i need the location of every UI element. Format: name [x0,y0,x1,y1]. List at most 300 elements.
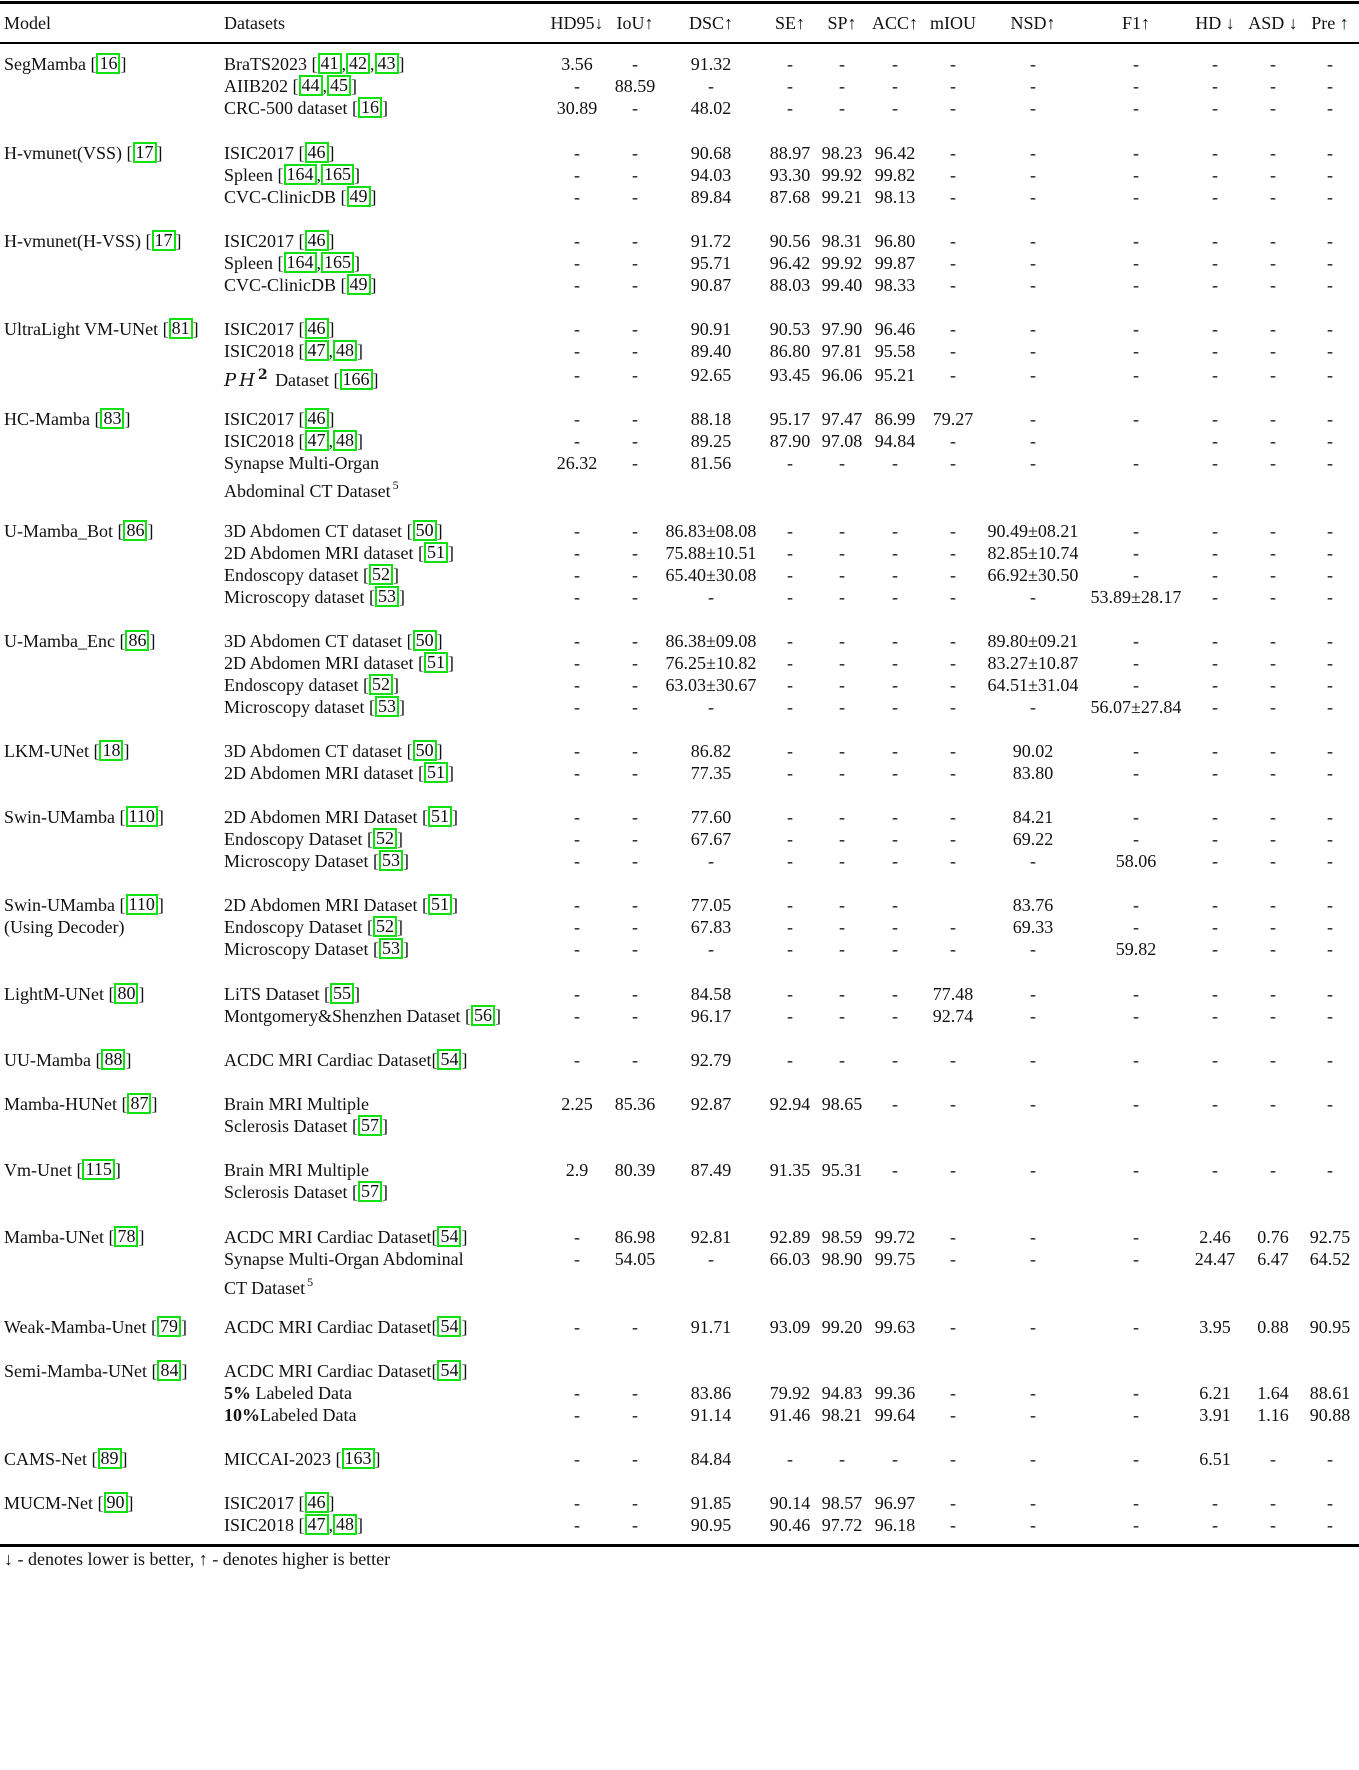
metric-value: 92.94 [769,1094,811,1114]
metric-value: - [1133,275,1139,295]
metric-value: - [950,543,956,563]
metric-value: - [1212,675,1218,695]
dataset-name: 5% Labeled Data [224,1383,352,1403]
dataset-name: Endoscopy dataset [ 52 ] [224,564,399,585]
citation-link[interactable]: 115 [82,1159,114,1180]
citation-link[interactable]: 80 [114,983,138,1004]
metric-value: - [1327,165,1333,185]
metric-value: - [892,1050,898,1070]
citation-link[interactable]: 16 [96,53,120,74]
metric-value: 92.89 [769,1227,811,1247]
metric-value: - [839,829,845,849]
metric-value: 99.92 [821,253,863,273]
column-header: SP↑ [827,13,857,33]
metric-value: - [632,653,638,673]
metric-value: 93.45 [769,365,811,385]
model-name: MUCM-Net [ 90 ] [4,1492,134,1513]
dataset-name: Microscopy Dataset [ 53 ] [224,938,409,959]
table-row [0,96,1359,120]
metric-value: - [892,851,898,871]
metric-value: 86.83±08.08 [665,521,757,541]
citation-link[interactable]: 47 [305,1514,329,1535]
metric-value: - [892,895,898,915]
metric-value: - [1270,763,1276,783]
metric-value: - [1327,253,1333,273]
citation-link[interactable]: 46 [305,1492,329,1513]
dataset-name: Endoscopy Dataset [ 52 ] [224,828,403,849]
metric-value: 99.40 [821,275,863,295]
metric-value: - [1030,231,1036,251]
table-row [0,185,1359,209]
table-row [0,74,1359,98]
column-header: Pre ↑ [1311,13,1349,33]
metric-value: - [632,1405,638,1425]
metric-value: - [1327,587,1333,607]
metric-value: - [574,187,580,207]
metric-value: - [632,54,638,74]
metric-value: - [839,1449,845,1469]
metric-value: - [1327,76,1333,96]
metric-value: - [1212,741,1218,761]
metric-value: 98.59 [821,1227,863,1247]
citation-link[interactable]: 163 [342,1448,375,1469]
metric-value: - [892,939,898,959]
table-row [0,141,1359,165]
metric-value: - [1133,565,1139,585]
citation-link[interactable]: 54 [437,1226,461,1247]
dataset-name: ACDC MRI Cardiac Dataset[ 54 ] [224,1049,468,1070]
metric-value: - [574,807,580,827]
citation-link[interactable]: 48 [333,1514,357,1535]
metric-value: - [787,653,793,673]
citation-link[interactable]: 56 [471,1005,495,1026]
citation-link[interactable]: 165 [321,164,354,185]
metric-value: - [632,187,638,207]
citation-link[interactable]: 46 [305,318,329,339]
metric-value: 92.79 [690,1050,732,1070]
metric-value: - [574,851,580,871]
metric-value: - [1270,409,1276,429]
column-header: Model [4,13,51,33]
metric-value: - [950,1227,956,1247]
citation-link[interactable]: 51 [424,652,448,673]
metric-value: 96.97 [874,1493,916,1513]
metric-value: - [892,675,898,695]
metric-value: - [632,319,638,339]
metric-value: 79.27 [932,409,974,429]
table-row [0,563,1359,587]
metric-value: - [574,1249,580,1269]
model-name: U-Mamba_Bot [ 86 ] [4,520,154,541]
citation-link[interactable]: 17 [133,142,157,163]
citation-link[interactable]: 52 [369,564,393,585]
citation-link[interactable]: 54 [437,1049,461,1070]
metric-value: - [574,1050,580,1070]
metric-value: - [787,587,793,607]
metric-value: - [1212,187,1218,207]
metric-value: 75.88±10.51 [665,543,757,563]
metric-value: - [1030,939,1036,959]
metric-value: 90.88 [1309,1405,1351,1425]
dataset-name: 2D Abdomen MRI dataset [ 51 ] [224,542,454,563]
citation-link[interactable]: 41 [318,53,342,74]
metric-value: 0.76 [1257,1227,1289,1247]
citation-link[interactable]: 79 [157,1316,181,1337]
column-header: mIOU [930,13,976,33]
metric-value: - [708,697,714,717]
metric-value: - [1270,54,1276,74]
metric-value: 83.27±10.87 [987,653,1079,673]
metric-value: - [839,565,845,585]
citation-link[interactable]: 16 [358,97,382,118]
model-name: Vm-Unet [ 115 ] [4,1159,121,1180]
metric-value: - [950,521,956,541]
metric-value: 96.80 [874,231,916,251]
citation-link[interactable]: 53 [375,586,399,607]
metric-value: - [1133,763,1139,783]
citation-link[interactable]: 53 [375,696,399,717]
metric-value: - [1133,319,1139,339]
model-name: UU-Mamba [ 88 ] [4,1049,132,1070]
citation-link[interactable]: 51 [424,762,448,783]
metric-value: - [950,275,956,295]
metric-value: 99.63 [874,1317,916,1337]
metric-value: - [1270,631,1276,651]
metric-value: - [574,917,580,937]
metric-value: - [632,697,638,717]
table-row [0,1381,1359,1405]
dataset-name: $PH^2$ Dataset [ 166 ] [224,367,379,391]
table-header [0,11,1359,35]
metric-value: - [1270,1160,1276,1180]
citation-link[interactable]: 48 [333,430,357,451]
citation-link[interactable]: 81 [169,318,193,339]
citation-link[interactable]: 43 [375,53,399,74]
metric-value: - [1133,253,1139,273]
metric-value: 84.21 [1012,807,1054,827]
metric-value: - [950,1094,956,1114]
dataset-name: Synapse Multi-Organ [224,453,380,473]
metric-value: 3.56 [561,54,593,74]
metric-value: - [1133,1050,1139,1070]
metric-value: - [1030,409,1036,429]
metric-value: 58.06 [1115,851,1157,871]
citation-link[interactable]: 52 [369,674,393,695]
metric-value: 90.95 [1309,1317,1351,1337]
metric-value: - [1327,741,1333,761]
table-row [0,739,1359,763]
metric-value: - [1327,98,1333,118]
citation-link[interactable]: 46 [305,142,329,163]
citation-link[interactable]: 57 [358,1181,382,1202]
metric-value: - [892,741,898,761]
metric-value: 89.40 [690,341,732,361]
metric-value: - [787,741,793,761]
metric-value: 86.98 [614,1227,656,1247]
model-name: HC-Mamba [ 83 ] [4,408,131,429]
metric-value: - [574,275,580,295]
citation-link[interactable]: 57 [358,1115,382,1136]
metric-value: 91.71 [690,1317,732,1337]
metric-value: - [1030,1493,1036,1513]
model-name: (Using Decoder) [4,917,125,937]
table-row [0,541,1359,565]
metric-value: 92.75 [1309,1227,1351,1247]
metric-value: - [892,565,898,585]
metric-value: - [1327,984,1333,1004]
metric-value: - [1327,341,1333,361]
footnote-marker: 5 [307,1275,314,1289]
metric-value: - [892,1006,898,1026]
metric-value: - [787,939,793,959]
citation-link[interactable]: 165 [321,252,354,273]
metric-value: - [1133,231,1139,251]
metric-value: 86.82 [690,741,732,761]
citation-link[interactable]: 164 [284,252,317,273]
metric-value: 90.91 [690,319,732,339]
metric-value: - [892,763,898,783]
metric-value: - [950,1050,956,1070]
metric-value: - [892,1160,898,1180]
metric-value: - [839,543,845,563]
dataset-name: ISIC2017 [ 46 ] [224,142,335,163]
metric-value: - [574,1006,580,1026]
table-row [0,1048,1359,1072]
metric-value: - [1270,1493,1276,1513]
metric-value: 77.05 [690,895,732,915]
metric-value: - [950,253,956,273]
metric-value: - [950,76,956,96]
citation-link[interactable]: 49 [347,186,371,207]
metric-value: - [1133,365,1139,385]
metric-value: - [574,565,580,585]
metric-value: - [1133,829,1139,849]
citation-link[interactable]: 42 [346,53,370,74]
metric-value: - [787,807,793,827]
metric-value: - [1030,587,1036,607]
metric-value: 90.49±08.21 [987,521,1079,541]
metric-value: - [787,675,793,695]
metric-value: - [1327,1050,1333,1070]
citation-link[interactable]: 47 [305,340,329,361]
citation-link[interactable]: 53 [379,938,403,959]
metric-value: 89.25 [690,431,732,451]
metric-value: - [839,521,845,541]
metric-value: 56.07±27.84 [1090,697,1182,717]
dataset-name: Spleen [ 164 , 165 ] [224,164,360,185]
citation-link[interactable]: 53 [379,850,403,871]
metric-value: - [892,543,898,563]
metric-value: - [787,829,793,849]
metric-value: - [1030,187,1036,207]
metric-value: - [787,851,793,871]
citation-link[interactable]: 54 [437,1316,461,1337]
table-row [0,1180,1359,1204]
metric-value: 88.97 [769,143,811,163]
metric-value: - [632,521,638,541]
citation-link[interactable]: 44 [299,75,323,96]
metric-value: 91.32 [690,54,732,74]
table-row [0,1158,1359,1182]
metric-value: - [839,895,845,915]
metric-value: - [787,98,793,118]
citation-link[interactable]: 18 [99,740,123,761]
citation-link[interactable]: 17 [152,230,176,251]
metric-value: - [1133,807,1139,827]
metric-value: 98.57 [821,1493,863,1513]
table-row [0,651,1359,675]
metric-value: - [574,984,580,1004]
table-row [0,629,1359,653]
metric-value: - [892,807,898,827]
metric-value: - [950,1160,956,1180]
metric-value: - [1327,54,1333,74]
metric-value: - [1212,807,1218,827]
metric-value: - [632,587,638,607]
metric-value: - [1030,253,1036,273]
metric-value: - [632,341,638,361]
dataset-name: Microscopy Dataset [ 53 ] [224,850,409,871]
metric-value: - [1270,187,1276,207]
citation-link[interactable]: 166 [340,369,373,390]
citation-link[interactable]: 110 [126,894,158,915]
metric-value: 95.71 [690,253,732,273]
metric-value: - [1327,409,1333,429]
metric-value: - [708,76,714,96]
citation-link[interactable]: 51 [428,894,452,915]
metric-value: - [1270,365,1276,385]
citation-link[interactable]: 52 [373,916,397,937]
metric-value: 99.36 [874,1383,916,1403]
citation-link[interactable]: 46 [305,230,329,251]
metric-value: 2.46 [1199,1227,1231,1247]
metric-value: - [632,1050,638,1070]
table-row [0,1270,1359,1298]
metric-value: - [574,1449,580,1469]
metric-value: - [1030,697,1036,717]
metric-value: - [950,1493,956,1513]
metric-value: 97.90 [821,319,863,339]
metric-value: - [1030,165,1036,185]
metric-value: - [1270,939,1276,959]
citation-link[interactable]: 45 [327,75,351,96]
metric-value: - [950,763,956,783]
metric-value: 83.76 [1012,895,1054,915]
table-row [0,1447,1359,1471]
metric-value: 93.09 [769,1317,811,1337]
citation-link[interactable]: 110 [126,806,158,827]
metric-value: - [1133,1227,1139,1247]
metric-value: - [1212,98,1218,118]
citation-link[interactable]: 54 [437,1360,461,1381]
citation-link[interactable]: 84 [157,1360,181,1381]
metric-value: 90.46 [769,1515,811,1535]
metric-value: - [708,851,714,871]
metric-value: - [839,653,845,673]
citation-link[interactable]: 47 [305,430,329,451]
metric-value: - [1327,275,1333,295]
metric-value: - [1270,1094,1276,1114]
metric-value: 84.84 [690,1449,732,1469]
metric-value: - [1212,697,1218,717]
metric-value: - [1212,275,1218,295]
table-row [0,761,1359,785]
citation-link[interactable]: 78 [114,1226,138,1247]
citation-link[interactable]: 51 [428,806,452,827]
citation-link[interactable]: 90 [104,1492,128,1513]
metric-value: - [1133,341,1139,361]
citation-link[interactable]: 86 [123,520,147,541]
metric-value: - [1212,319,1218,339]
metric-value: - [839,1050,845,1070]
metric-value: - [839,1006,845,1026]
citation-link[interactable]: 164 [284,164,317,185]
metric-value: - [1270,275,1276,295]
metric-value: 94.84 [874,431,916,451]
metric-value: - [632,143,638,163]
metric-value: - [839,98,845,118]
citation-link[interactable]: 49 [347,274,371,295]
metric-value: - [574,763,580,783]
metric-value: - [1270,807,1276,827]
citation-link[interactable]: 50 [413,520,437,541]
metric-value: 90.56 [769,231,811,251]
metric-value: - [1030,1449,1036,1469]
table-row [0,893,1359,917]
citation-link[interactable]: 55 [330,983,354,1004]
metric-value: 91.35 [769,1160,811,1180]
metric-value: 80.39 [614,1160,656,1180]
citation-link[interactable]: 87 [127,1093,151,1114]
metric-value: - [1212,565,1218,585]
citation-link[interactable]: 52 [373,828,397,849]
metric-value: - [1030,54,1036,74]
metric-value: 96.06 [821,365,863,385]
citation-link[interactable]: 89 [98,1448,122,1469]
citation-link[interactable]: 83 [100,408,124,429]
metric-value: 92.81 [690,1227,732,1247]
citation-link[interactable]: 50 [413,740,437,761]
dataset-name: 2D Abdomen MRI dataset [ 51 ] [224,762,454,783]
metric-value: - [1133,143,1139,163]
citation-link[interactable]: 86 [125,630,149,651]
metric-value: - [1212,54,1218,74]
table-row [0,229,1359,253]
metric-value: - [574,697,580,717]
metric-value: 77.60 [690,807,732,827]
metric-value: - [1133,98,1139,118]
dataset-name: ISIC2017 [ 46 ] [224,318,335,339]
metric-value: - [1270,675,1276,695]
metric-value: - [574,1317,580,1337]
citation-link[interactable]: 51 [424,542,448,563]
dataset-name: 3D Abdomen CT dataset [ 50 ] [224,740,443,761]
model-name: Mamba-UNet [ 78 ] [4,1226,145,1247]
citation-link[interactable]: 50 [413,630,437,651]
citation-link[interactable]: 88 [101,1049,125,1070]
metric-value: - [892,1094,898,1114]
model-name: H-vmunet(H-VSS) [ 17 ] [4,230,182,251]
metric-value: - [1212,917,1218,937]
metric-value: - [1030,319,1036,339]
metric-value: - [892,521,898,541]
metric-value: - [1212,631,1218,651]
model-name: H-vmunet(VSS) [ 17 ] [4,142,163,163]
citation-link[interactable]: 48 [333,340,357,361]
citation-link[interactable]: 46 [305,408,329,429]
metric-value: - [632,1515,638,1535]
metric-value: - [1327,851,1333,871]
